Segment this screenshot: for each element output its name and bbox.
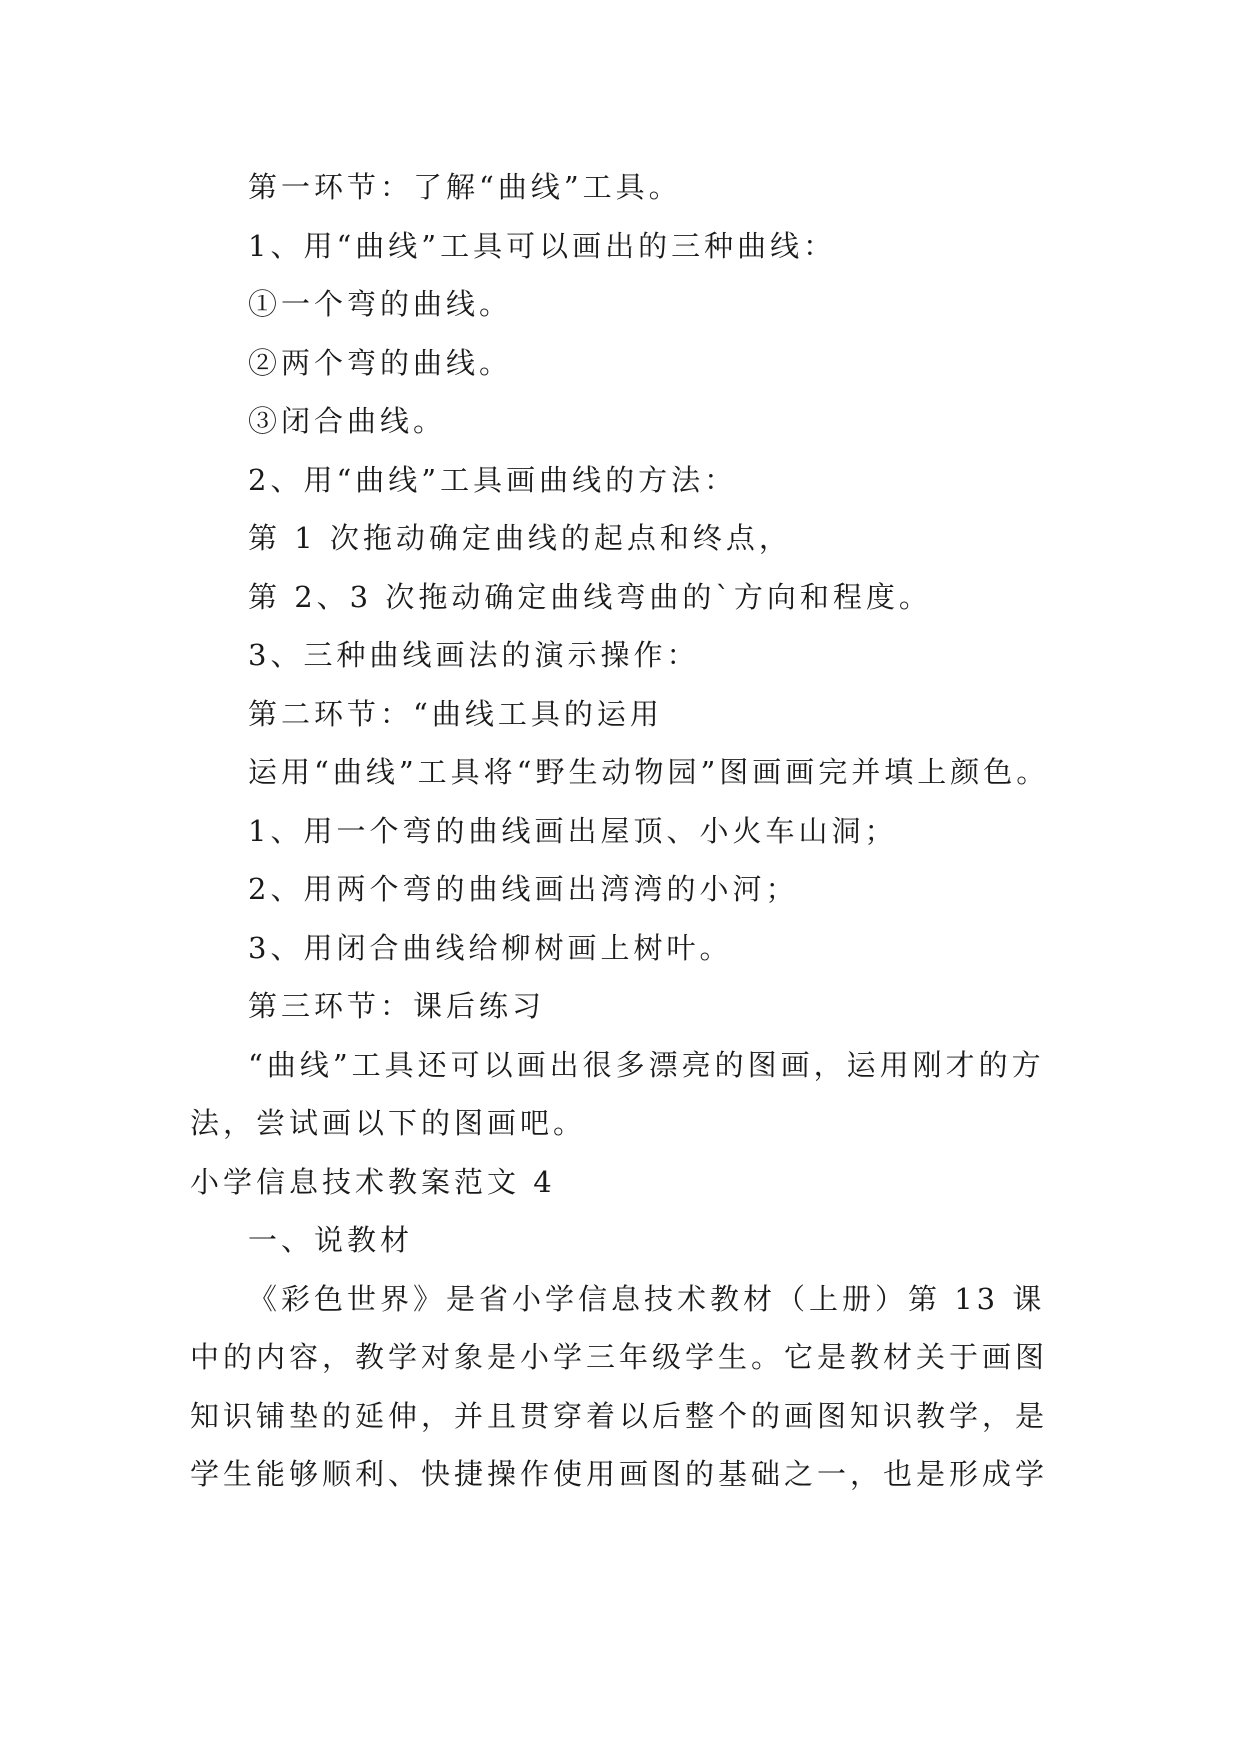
- list-item-one-bend: ①一个弯的曲线。: [248, 287, 513, 321]
- document-section-title: 小学信息技术教案范文 4: [190, 1164, 556, 1199]
- paragraph-second-third-drag: 第 2、3 次拖动确定曲线弯曲的`方向和程度。: [248, 579, 932, 614]
- document-body: [190, 158, 1052, 1504]
- list-item-river: 2、用两个弯的曲线画出湾湾的小河；: [248, 872, 799, 906]
- paragraph-demo: 3、三种曲线画法的演示操作：: [248, 638, 700, 672]
- paragraph-practice: “曲线”工具还可以画出很多漂亮的图画，运用刚才的方法，尝试画以下的图画吧。: [190, 1047, 1045, 1140]
- paragraph-section-3-heading: 第三环节：课后练习: [248, 989, 546, 1023]
- list-item-closed-curve: ③闭合曲线。: [248, 404, 447, 438]
- list-item-willow-leaves: 3、用闭合曲线给柳树画上树叶。: [248, 930, 733, 965]
- paragraph-teaching-material: 《彩色世界》是省小学信息技术教材（上册）第 13 课中的内容，教学对象是小学三年级学生。它是教材关于画图知识铺垫的延伸，并且贯穿着以后整个的画图知识教学，是学生能够顺利、快捷操作使用画图的基础之一，也是形成学: [190, 1281, 1049, 1491]
- paragraph-three-curves: 1、用“曲线”工具可以画出的三种曲线：: [248, 228, 837, 263]
- paragraph-drawing-method: 2、用“曲线”工具画曲线的方法：: [248, 462, 738, 497]
- list-item-roof-tunnel: 1、用一个弯的曲线画出屋顶、小火车山洞；: [248, 813, 898, 848]
- paragraph-first-drag: 第 1 次拖动确定曲线的起点和终点，: [248, 521, 792, 555]
- paragraph-section-1-heading: 第一环节：了解“曲线”工具。: [248, 170, 682, 204]
- list-item-two-bends: ②两个弯的曲线。: [248, 345, 513, 380]
- paragraph-section-2-heading: 第二环节：“曲线工具的运用: [248, 696, 663, 731]
- paragraph-teaching-material-heading: 一、说教材: [248, 1223, 414, 1257]
- paragraph-wild-zoo: 运用“曲线”工具将“野生动物园”图画画完并填上颜色。: [248, 755, 1050, 789]
